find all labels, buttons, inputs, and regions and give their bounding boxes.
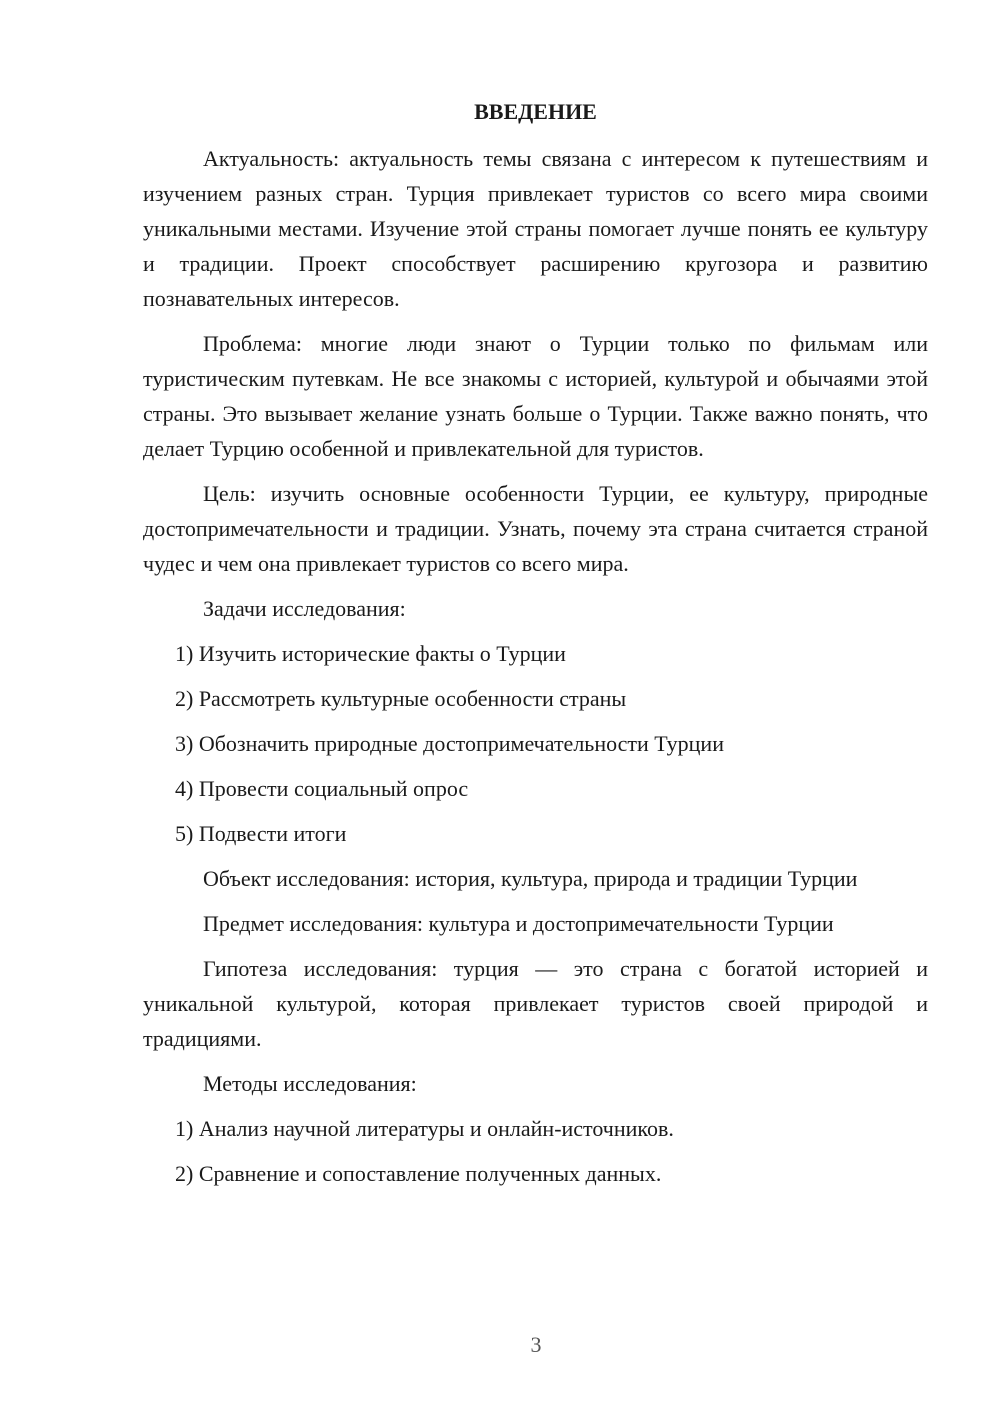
hypothesis-paragraph: Гипотеза исследования: турция — это страна с богатой историей и уникальной культурой, которая привлекает туристов своей природой и традициями. [143,956,928,1051]
page-content [143,94,928,1201]
task-item: 3) Обозначить природные достопримечательности Турции [175,731,724,756]
tasks-heading: Задачи исследования: [203,596,406,621]
task-item: 1) Изучить исторические факты о Турции [175,641,566,666]
page-number: 3 [530,1332,542,1357]
problem-paragraph: Проблема: многие люди знают о Турции только по фильмам или туристическим путевкам. Не все знакомы с историей, культурой и обычаями этой страны. Это вызывает желание узнать больше о Турции. Также важно понять, что делает Турцию особенной и привлекательной для туристов. [143,331,928,461]
object-paragraph: Объект исследования: история, культура, природа и традиции Турции [203,866,858,891]
methods-heading: Методы исследования: [203,1071,417,1096]
goal-paragraph: Цель: изучить основные особенности Турции, ее культуру, природные достопримечательности и традиции. Узнать, почему эта страна считается страной чудес и чем она привлекает туристов со всего мира. [143,481,928,576]
method-item: 2) Сравнение и сопоставление полученных данных. [175,1161,662,1186]
task-item: 5) Подвести итоги [175,821,347,846]
method-item: 1) Анализ научной литературы и онлайн-источников. [175,1116,674,1141]
subject-paragraph: Предмет исследования: культура и достопримечательности Турции [203,911,834,936]
relevance-paragraph: Актуальность: актуальность темы связана с интересом к путешествиям и изучением разных стран. Турция привлекает туристов со всего мира своими уникальными местами. Изучение этой страны помогает лучше понять ее культуру и традиции. Проект способствует расширению кругозора и развитию познавательных интересов. [143,146,928,311]
page-title: ВВЕДЕНИЕ [474,99,597,124]
task-item: 2) Рассмотреть культурные особенности страны [175,686,627,711]
task-item: 4) Провести социальный опрос [175,776,469,801]
